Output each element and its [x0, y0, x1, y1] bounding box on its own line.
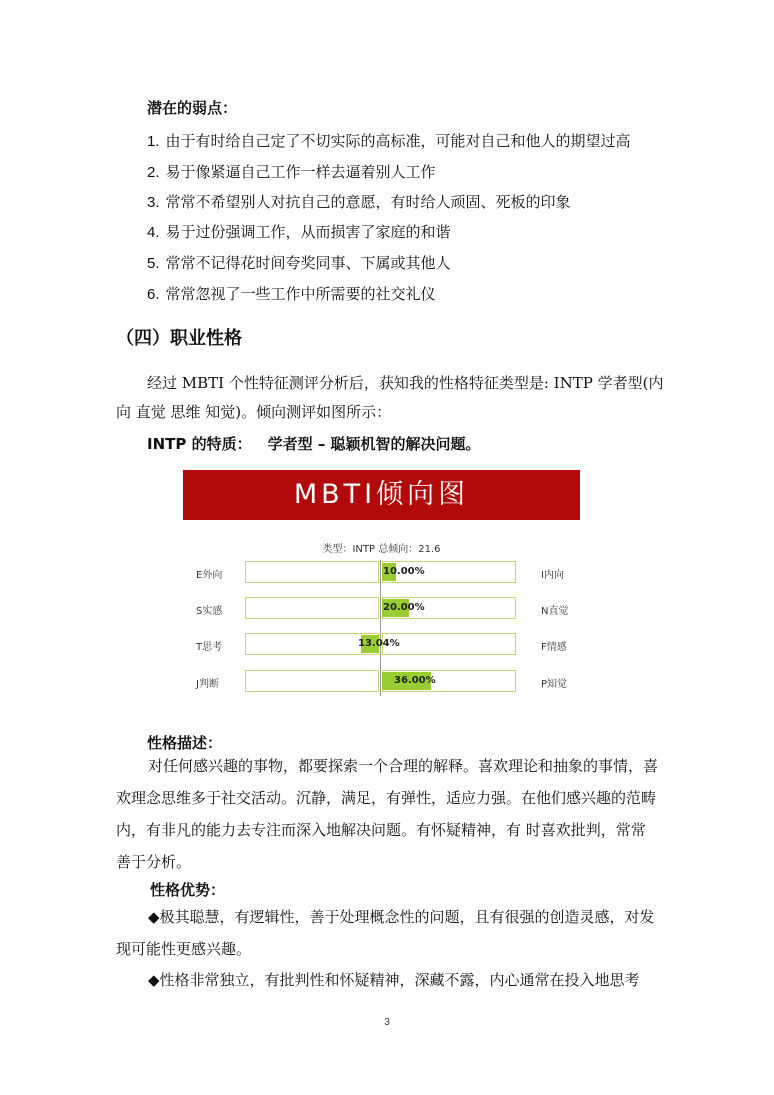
description-body: 对任何感兴趣的事物，都要探索一个合理的解释。喜欢理论和抽象的事情，喜欢理念思维多于社交活动。沉静，满足，有弹性，适应力强。在他们感兴趣的范畴内，有非凡的能力去专注而深入地解决问题。有怀疑精神，有 时喜欢批判，常常善于分析。: [116, 757, 659, 871]
data-label: 20.00%: [383, 602, 425, 613]
trait-value: 学者型 – 聪颖机智的解决问题。: [267, 435, 481, 453]
strength-item: ◆性格非常独立，有批判性和怀疑精神，深藏不露，内心通常在投入地思考: [148, 971, 640, 989]
chart-subtitle: 类型：INTP 总倾向：21.6: [322, 544, 441, 555]
intro-line-2: 向 直觉 思维 知觉)。倾向测评如图所示：: [116, 403, 392, 421]
axis-label-right: I内向: [541, 570, 564, 581]
axis-label-left: T思考: [196, 642, 223, 653]
list-item: 2. 易于像紧逼自己工作一样去逼着别人工作: [147, 163, 436, 181]
chart-center-axis: [380, 560, 381, 696]
bar-track-left: [245, 670, 379, 692]
intro-line-1: 经过 MBTI 个性特征测评分析后，获知我的性格特征类型是: INTP 学者型(内: [147, 374, 664, 392]
trait-label: INTP 的特质：: [147, 435, 252, 453]
strengths-heading: 性格优势：: [150, 881, 226, 899]
bar-track-right: [382, 633, 516, 655]
page-number: 3: [384, 1017, 390, 1028]
description-heading: 性格描述：: [147, 734, 223, 752]
section-title: （四）职业性格: [116, 328, 242, 349]
axis-label-left: E外向: [196, 570, 223, 581]
data-label: 13.04%: [358, 638, 400, 649]
chart-title: MBTI倾向图: [293, 479, 470, 510]
bar-track-left: [245, 561, 379, 583]
axis-label-right: P知觉: [541, 679, 568, 690]
bar-track-left: [245, 597, 379, 619]
axis-label-right: F情感: [541, 642, 567, 653]
axis-label-left: J判断: [196, 679, 219, 690]
data-label: 36.00%: [394, 675, 436, 686]
trait-line: [147, 434, 481, 454]
strength-item: ◆极其聪慧，有逻辑性，善于处理概念性的问题，且有很强的创造灵感，对发现可能性更感兴趣。: [116, 908, 655, 958]
chart-title-banner: [183, 470, 580, 520]
list-item: 1. 由于有时给自己定了不切实际的高标准，可能对自己和他人的期望过高: [147, 132, 631, 150]
list-item: 6. 常常忽视了一些工作中所需要的社交礼仪: [147, 285, 436, 303]
axis-label-left: S实感: [196, 606, 223, 617]
data-label: 10.00%: [383, 566, 425, 577]
list-item: 4. 易于过份强调工作，从而损害了家庭的和谐: [147, 223, 451, 241]
list-item: 3. 常常不希望别人对抗自己的意愿，有时给人顽固、死板的印象: [147, 193, 571, 211]
list-item: 5. 常常不记得花时间夸奖同事、下属或其他人: [147, 254, 451, 272]
weaknesses-heading: 潜在的弱点：: [147, 99, 238, 117]
axis-label-right: N直觉: [541, 606, 569, 617]
